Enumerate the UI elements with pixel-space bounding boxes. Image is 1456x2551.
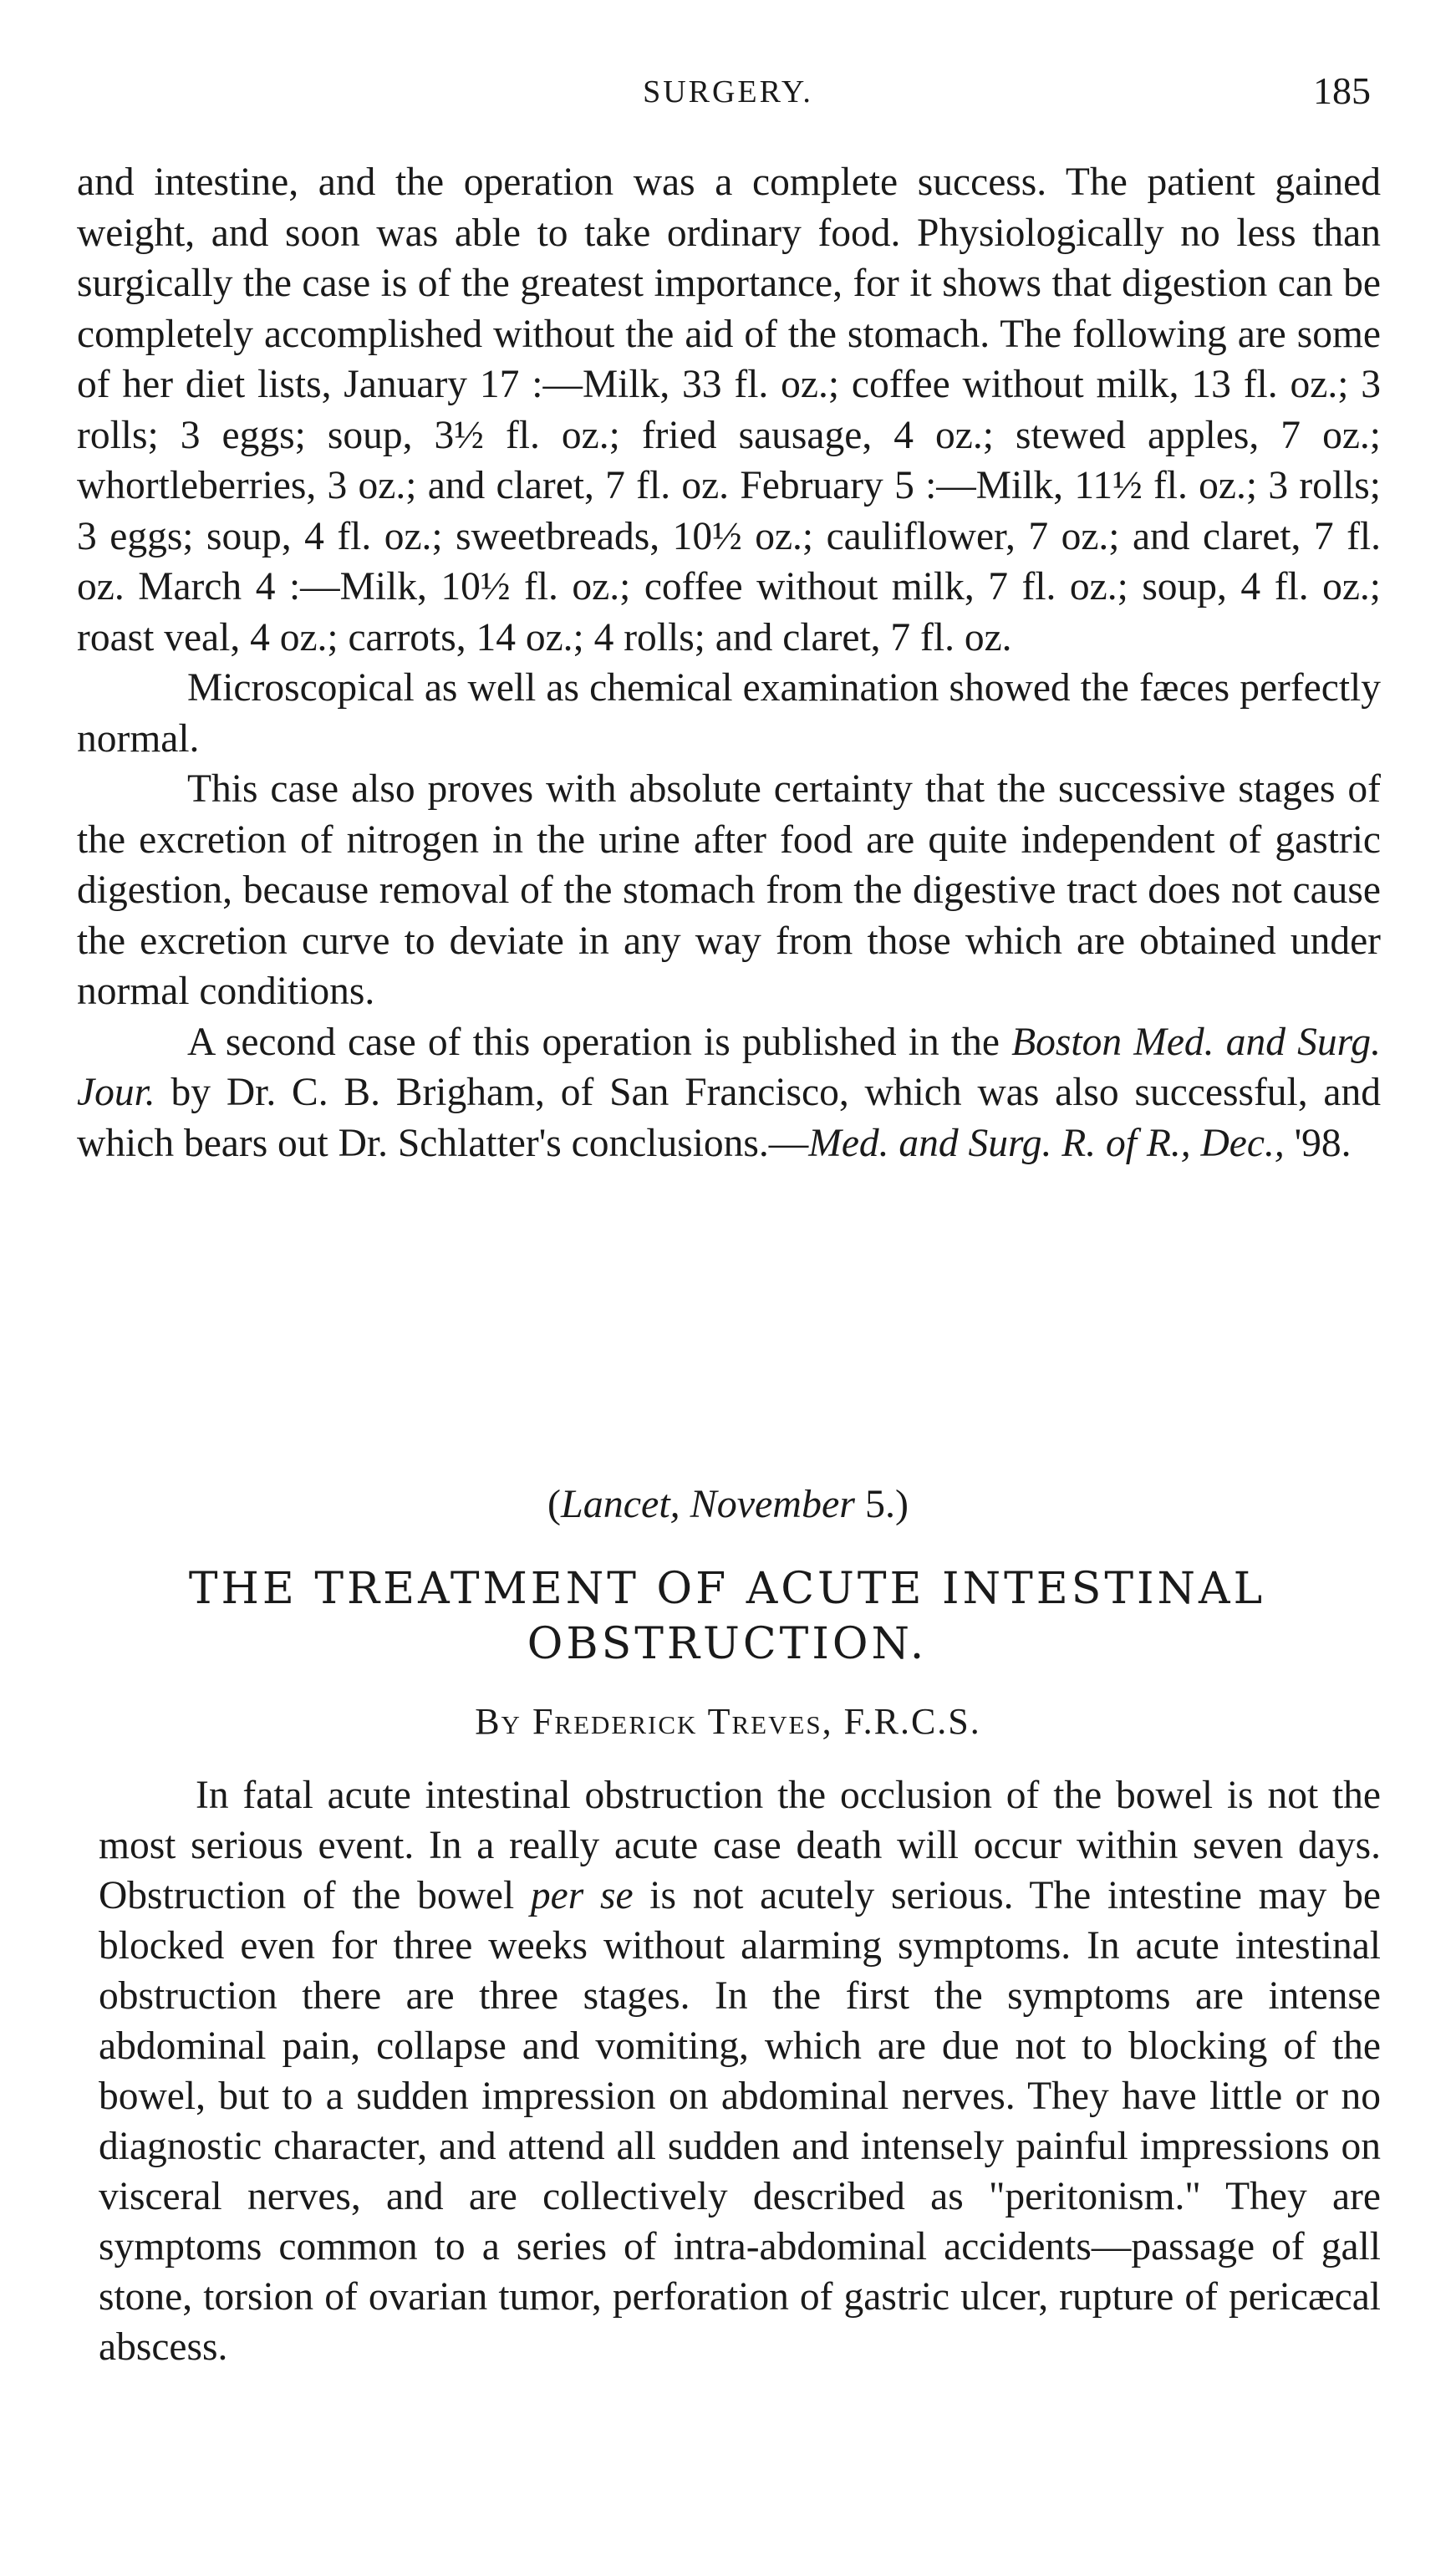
paragraph-nitrogen: This case also proves with absolute certainty that the successive stages of the excretion of nitrogen in the urine after food are quite independent of gastric digestion, because removal of the stomach from the digestive tract does not cause the excretion curve to deviate in any way from those which are obtained under normal conditions. bbox=[77, 767, 1381, 1013]
source-line bbox=[0, 1481, 1456, 1527]
paragraph-microscopical: Microscopical as well as chemical examination showed the fæces perfectly normal. bbox=[77, 666, 1381, 761]
source-open-paren: ( bbox=[547, 1482, 562, 1526]
latin-phrase: per se bbox=[530, 1874, 634, 1917]
paragraph-obstruction bbox=[99, 1770, 1381, 2372]
article-title-line-1: THE TREATMENT OF ACUTE INTESTINAL bbox=[188, 1564, 1266, 1614]
second-case-text-middle: by Dr. C. B. Brigham, of San Francisco, which was also successful, and which bears out Dr. Schlatter's conclusions.— bbox=[77, 1071, 1381, 1165]
source-journal: Lancet, November bbox=[561, 1482, 855, 1526]
previous-article-text bbox=[77, 157, 1381, 1169]
source-date: 5.) bbox=[854, 1482, 909, 1526]
paragraph-second-case bbox=[77, 1017, 1381, 1169]
citation: Med. and Surg. R. of R., Dec., bbox=[808, 1121, 1285, 1165]
running-title: SURGERY. bbox=[643, 74, 813, 109]
obstruction-text-end: is not acutely serious. The intestine may be blocked even for three weeks without alarming symptoms. In acute intestinal obstruction there are three stages. In the first the symptoms are intense abdominal pain, collapse and vomiting, which are due not to blocking of the bowel, but to a sudden impression on abdominal nerves. They have little or no diagnostic character, and attend all sudden and intensely painful impressions on visceral nerves, and are collectively described as "peritonism." They are symptoms common to a series of intra-abdominal accidents—passage of gall stone, torsion of ovarian tumor, perforation of gastric ulcer, rupture of pericæcal abscess. bbox=[99, 1874, 1381, 2369]
citation-year: '98. bbox=[1284, 1121, 1352, 1165]
page-number: 185 bbox=[1313, 69, 1371, 112]
journal-name: Boston Med. and Surg. Jour. bbox=[77, 1020, 1382, 1114]
obstruction-text: In fatal acute intestinal obstruction the occlusion of the bowel is not the most serious event. In a really acute case death will occur within seven days. Obstruction of the bowel bbox=[99, 1774, 1381, 1917]
article-title bbox=[84, 1561, 1371, 1672]
byline: By Frederick Treves, F.R.C.S. bbox=[475, 1701, 981, 1742]
article-body bbox=[99, 1770, 1381, 2372]
paragraph-diet-lists: and intestine, and the operation was a complete success. The patient gained weight, and soon was able to take ordinary food. Physiologically no less than surgically the case is of the greatest importance, for it shows that digestion can be completely accomplished without the aid of the stomach. The following are some of her diet lists, January 17 :—Milk, 33 fl. oz.; coffee without milk, 13 fl. oz.; 3 rolls; 3 eggs; soup, 3½ fl. oz.; fried sausage, 4 oz.; stewed apples, 7 oz.; whortleberries, 3 oz.; and claret, 7 fl. oz. February 5 :—Milk, 11½ fl. oz.; 3 rolls; 3 eggs; soup, 4 fl. oz.; sweetbreads, 10½ oz.; cauliflower, 7 oz.; and claret, 7 fl. oz. March 4 :—Milk, 10½ fl. oz.; coffee without milk, 7 fl. oz.; soup, 4 fl. oz.; roast veal, 4 oz.; carrots, 14 oz.; 4 rolls; and claret, 7 fl. oz. bbox=[77, 160, 1381, 659]
running-head bbox=[0, 65, 1456, 115]
article-title-line-2: OBSTRUCTION. bbox=[527, 1619, 928, 1669]
second-case-text: A second case of this operation is published in the bbox=[187, 1020, 1012, 1064]
